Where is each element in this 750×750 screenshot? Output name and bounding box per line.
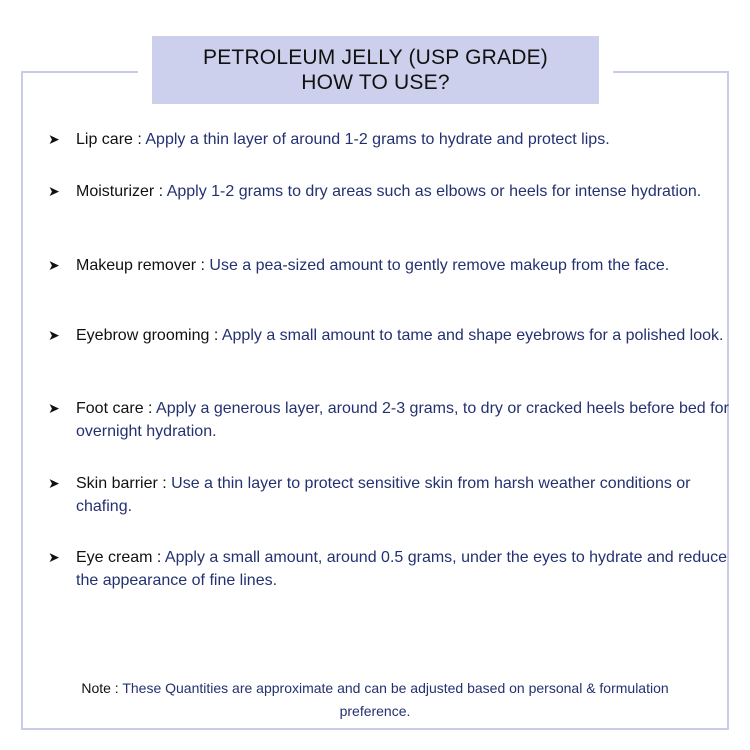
usage-item-label: Skin barrier : <box>76 475 167 492</box>
quantity-note <box>60 677 690 723</box>
usage-item-eye-cream <box>48 546 733 592</box>
usage-item-description: Use a pea-sized amount to gently remove makeup from the face. <box>209 257 670 274</box>
usage-item-text <box>76 397 733 443</box>
usage-item-description: Apply a small amount, around 0.5 grams, under the eyes to hydrate and reduce the appearance of fine lines. <box>76 549 728 589</box>
title-line-2: HOW TO USE? <box>301 71 450 94</box>
usage-item-text <box>76 472 733 518</box>
triangle-arrow-right-icon: ➤ <box>48 549 60 565</box>
title-line-1: PETROLEUM JELLY (USP GRADE) <box>203 46 548 69</box>
usage-item-text <box>76 128 610 151</box>
triangle-arrow-right-icon: ➤ <box>48 183 60 199</box>
note-label: Note : <box>81 680 119 696</box>
usage-item-label: Foot care : <box>76 400 153 417</box>
usage-item-foot-care <box>48 397 733 443</box>
triangle-arrow-right-icon: ➤ <box>48 131 60 147</box>
usage-item-lip-care <box>48 128 733 151</box>
usage-item-makeup-remover <box>48 254 733 277</box>
usage-item-label: Moisturizer : <box>76 183 164 200</box>
usage-item-text <box>76 180 701 203</box>
usage-item-label: Eye cream : <box>76 549 162 566</box>
usage-item-label: Eyebrow grooming : <box>76 327 219 344</box>
usage-item-description: Apply a generous layer, around 2-3 grams, to dry or cracked heels before bed for overnight hydration. <box>76 400 729 440</box>
usage-item-label: Makeup remover : <box>76 257 205 274</box>
usage-item-description: Apply a thin layer of around 1-2 grams to hydrate and protect lips. <box>145 131 610 148</box>
usage-item-text <box>76 546 733 592</box>
usage-item-text <box>76 324 723 347</box>
note-text: These Quantities are approximate and can be adjusted based on personal & formulation preference. <box>122 680 669 719</box>
usage-item-label: Lip care : <box>76 131 142 148</box>
usage-item-moisturizer <box>48 180 733 203</box>
usage-item-text <box>76 254 669 277</box>
usage-item-description: Use a thin layer to protect sensitive skin from harsh weather conditions or chafing. <box>76 475 691 515</box>
usage-item-description: Apply 1-2 grams to dry areas such as elbows or heels for intense hydration. <box>166 183 702 200</box>
triangle-arrow-right-icon: ➤ <box>48 400 60 416</box>
usage-item-eyebrow-grooming <box>48 324 733 347</box>
usage-item-description: Apply a small amount to tame and shape eyebrows for a polished look. <box>221 327 724 344</box>
triangle-arrow-right-icon: ➤ <box>48 257 60 273</box>
triangle-arrow-right-icon: ➤ <box>48 475 60 491</box>
usage-item-skin-barrier <box>48 472 733 518</box>
triangle-arrow-right-icon: ➤ <box>48 327 60 343</box>
